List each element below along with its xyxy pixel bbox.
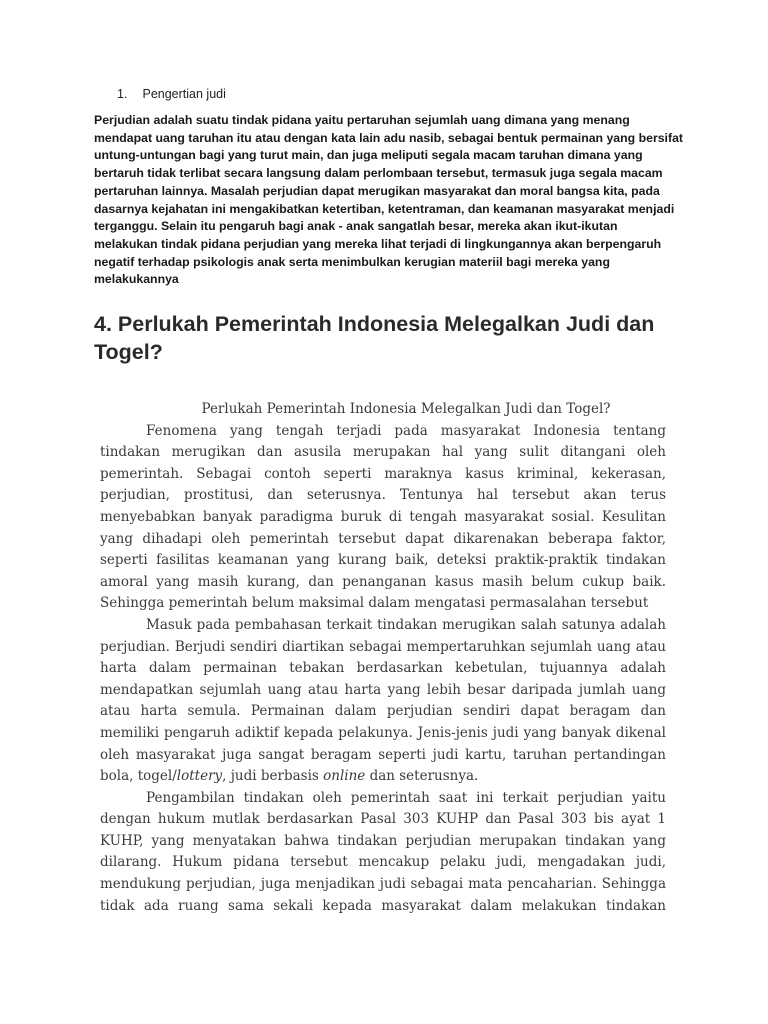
paragraph-2-italic-lottery: lottery [176,768,223,785]
document-paragraph-2 [100,615,666,788]
paragraph-2-text-end: dan seterusnya. [365,768,479,785]
section-heading: 4. Perlukah Pemerintah Indonesia Melegalkan Judi dan Togel? [94,312,655,364]
paragraph-2-text-mid: , judi berbasis [222,768,324,785]
embedded-document [100,399,666,917]
intro-paragraph: Perjudian adalah suatu tindak pidana yaitu pertaruhan sejumlah uang dimana yang menang mendapat uang taruhan itu atau dengan kata lain adu nasib, sebagai bentuk permainan yang bersifat untung-untungan bagi yang turut main, dan juga meliputi segala macam taruhan dimana yang bertaruh tidak terlibat secara langsung dalam perlombaan tersebut, termasuk juga segala macam pertaruhan lainnya. Masalah perjudian dapat merugikan masyarakat dan moral bangsa kita, pada dasarnya kejahatan ini mengakibatkan ketertiban, ketentraman, dan keamanan masyarakat menjadi terganggu. Selain itu pengaruh bagi anak - anak sangatlah besar, mereka akan ikut-ikutan melakukan tindak pidana perjudian yang mereka lihat terjadi di lingkungannya akan berpengaruh negatif terhadap psikologis anak serta menimbulkan kerugian materiil bagi mereka yang melakukannya [94,113,684,287]
document-title: Perlukah Pemerintah Indonesia Melegalkan Judi dan Togel? [201,401,611,417]
document-paragraph-1: Fenomena yang tengah terjadi pada masyarakat Indonesia tentang tindakan merugikan dan asusila merupakan hal yang sulit ditangani oleh pemerintah. Sebagai contoh seperti maraknya kasus kriminal, kekerasan, perjudian, prostitusi, dan seterusnya. Tentunya hal tersebut akan terus menyebabkan banyak paradigma buruk di tengah masyarakat sosial. Kesulitan yang dihadapi oleh pemerintah tersebut dapat dikarenakan beberapa faktor, seperti fasilitas keamanan yang kurang baik, deteksi praktik-praktik tindakan amoral yang masih kurang, dan penanganan kasus masih belum cukup baik. Sehingga pemerintah belum maksimal dalam mengatasi permasalahan tersebut [100,422,666,612]
list-label: Pengertian judi [142,87,226,101]
numbered-list-item [117,87,226,101]
paragraph-2-text: Masuk pada pembahasan terkait tindakan merugikan salah satunya adalah perjudian. Berjudi sendiri diartikan sebagai mempertaruhkan sejumlah uang atau harta dalam permainan tebakan berdasarkan kebetulan, tujuannya adalah mendapatkan sejumlah uang atau harta yang lebih besar daripada jumlah uang atau harta semula. Permainan dalam perjudian sendiri dapat beragam dan memiliki pengaruh adiktif kepada pelakunya. Jenis-jenis judi yang banyak dikenal oleh masyarakat juga sangat beragam seperti judi kartu, taruhan pertandingan bola, togel/ [100,616,666,785]
list-number: 1. [117,87,128,101]
document-paragraph-3: Pengambilan tindakan oleh pemerintah saat ini terkait perjudian yaitu dengan hukum mutlak berdasarkan Pasal 303 KUHP dan Pasal 303 bis ayat 1 KUHP, yang menyatakan bahwa tindakan perjudian merupakan tindakan yang dilarang. Hukum pidana tersebut mencakup pelaku judi, mengadakan judi, mendukung perjudian, juga menjadikan judi sebagai mata pencaharian. Sehingga tidak ada ruang sama sekali kepada masyarakat dalam melakukan tindakan [100,789,666,914]
paragraph-2-italic-online: online [323,768,366,785]
